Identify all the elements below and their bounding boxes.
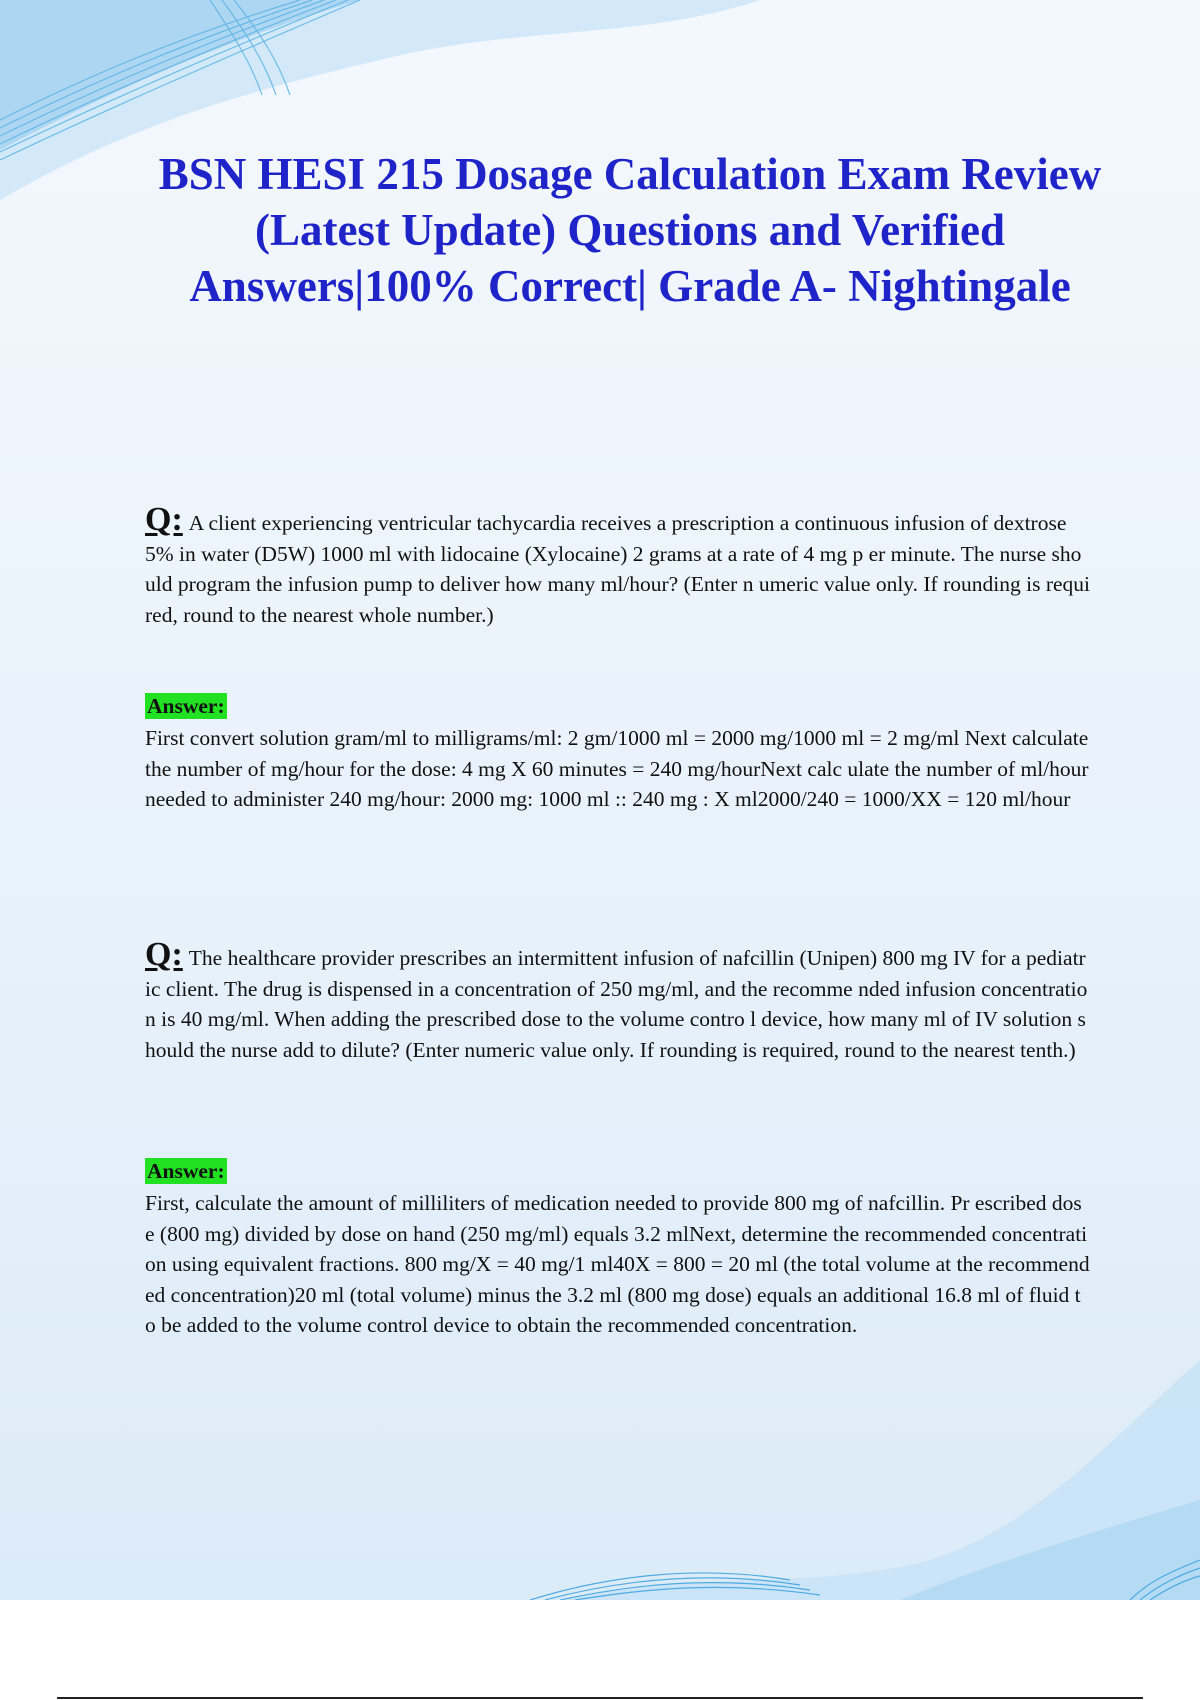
footer-divider <box>57 1697 1143 1699</box>
question-1 <box>145 501 1090 630</box>
document-title: BSN HESI 215 Dosage Calculation Exam Review (Latest Update) Questions and Verified Answers|100% Correct| Grade A- Nightingale <box>158 149 1102 311</box>
question-block-1 <box>145 501 1090 630</box>
answer-block-2 <box>145 1158 1090 1341</box>
answer-label: Answer: <box>147 694 225 718</box>
question-text: A client experiencing ventricular tachycardia receives a prescription a continuous infusion of dextrose 5% in water (D5W) 1000 ml with lidocaine (Xylocaine) 2 grams at a rate of 4 mg p er minute. The nurse should program the infusion pump to deliver how many ml/hour? (Enter n umeric value only. If rounding is required, round to the nearest whole number.) <box>145 511 1090 627</box>
answer-text: First convert solution gram/ml to milligrams/ml: 2 gm/1000 ml = 2000 mg/1000 ml = 2 mg/ml Next calculate the number of mg/hour for the dose: 4 mg X 60 minutes = 240 mg/hourNext calc ulate the number of ml/hour needed to administer 240 mg/hour: 2000 mg: 1000 ml :: 240 mg : X ml2000/240 = 1000/XX = 120 ml/hour <box>145 726 1089 811</box>
question-block-2 <box>145 936 1090 1065</box>
question-2 <box>145 936 1090 1065</box>
answer-text: First, calculate the amount of milliliters of medication needed to provide 800 mg of nafcillin. Pr escribed dose (800 mg) divided by dose on hand (250 mg/ml) equals 3.2 mlNext, determine the recommended concentration using equivalent fractions. 800 mg/X = 40 mg/1 ml40X = 800 = 20 ml (the total volume at the recommended concentration)20 ml (total volume) minus the 3.2 ml (800 mg dose) equals an additional 16.8 ml of fluid to be added to the volume control device to obtain the recommended concentration. <box>145 1191 1090 1337</box>
question-label: Q: <box>145 501 183 538</box>
question-text: The healthcare provider prescribes an intermittent infusion of nafcillin (Unipen) 800 mg IV for a pediatric client. The drug is dispensed in a concentration of 250 mg/ml, and the recomme nded infusion concentration is 40 mg/ml. When adding the prescribed dose to the volume contro l device, how many ml of IV solution should the nurse add to dilute? (Enter numeric value only. If rounding is required, round to the nearest tenth.) <box>145 946 1088 1062</box>
answer-label: Answer: <box>147 1159 225 1183</box>
question-label: Q: <box>145 936 183 973</box>
answer-block-1 <box>145 693 1090 815</box>
